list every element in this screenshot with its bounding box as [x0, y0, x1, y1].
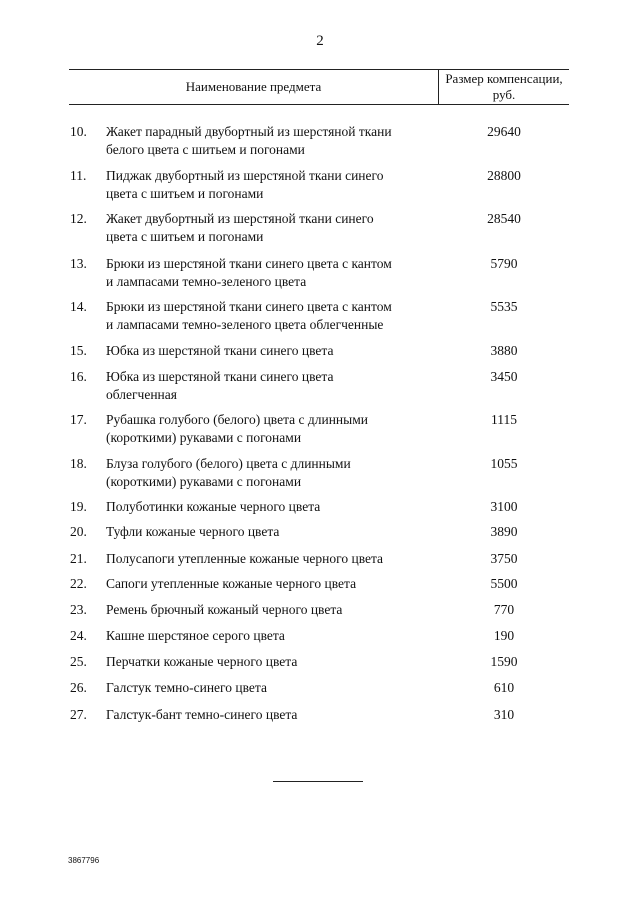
row-number: 17.: [70, 412, 87, 427]
row-amount: 5790: [490, 256, 518, 271]
row-amount: 3450: [490, 369, 518, 384]
row-number: 20.: [70, 524, 87, 539]
row-name-line: Жакет парадный двубортный из шерстяной ткани: [106, 124, 392, 139]
row-number: 12.: [70, 211, 87, 226]
row-number: 25.: [70, 654, 87, 669]
row-amount: 28800: [487, 168, 521, 183]
row-item-name: [106, 455, 436, 491]
row-item-name: [106, 342, 436, 360]
row-item-name: [106, 523, 436, 541]
row-amount: 1590: [490, 654, 518, 669]
row-name-line: Ремень брючный кожаный черного цвета: [106, 602, 343, 617]
row-number: 23.: [70, 602, 87, 617]
row-name-line: (короткими) рукавами с погонами: [106, 430, 302, 445]
row-name-line: и лампасами темно-зеленого цвета: [106, 274, 307, 289]
row-amount: 5500: [490, 576, 518, 591]
row-name-line: цвета с шитьем и погонами: [106, 229, 264, 244]
row-item-name: [106, 123, 436, 159]
header-item-name: Наименование предмета: [185, 78, 322, 94]
row-item-name: [106, 411, 436, 447]
row-name-line: Пиджак двубортный из шерстяной ткани синего: [106, 168, 384, 183]
row-number: 19.: [70, 499, 87, 514]
row-item-name: [106, 706, 436, 724]
row-amount: 3880: [490, 343, 518, 358]
row-name-line: белого цвета с шитьем и погонами: [106, 142, 305, 157]
row-amount: 190: [493, 628, 515, 643]
row-number: 13.: [70, 256, 87, 271]
row-name-line: Кашне шерстяное серого цвета: [106, 628, 285, 643]
row-name-line: Блуза голубого (белого) цвета с длинными: [106, 456, 351, 471]
row-amount: 29640: [487, 124, 521, 139]
row-name-line: (короткими) рукавами с погонами: [106, 474, 302, 489]
row-name-line: Туфли кожаные черного цвета: [106, 524, 280, 539]
closing-line: [273, 781, 363, 782]
row-name-line: облегченная: [106, 387, 177, 402]
row-name-line: Юбка из шерстяной ткани синего цвета: [106, 369, 334, 384]
row-name-line: Юбка из шерстяной ткани синего цвета: [106, 343, 334, 358]
row-item-name: [106, 167, 436, 203]
row-amount: 3750: [490, 551, 518, 566]
row-item-name: [106, 210, 436, 246]
row-name-line: и лампасами темно-зеленого цвета облегченные: [106, 317, 384, 332]
row-name-line: Брюки из шерстяной ткани синего цвета с кантом: [106, 299, 392, 314]
row-number: 10.: [70, 124, 87, 139]
page-number: 2: [316, 33, 324, 49]
row-amount: 1115: [491, 412, 517, 427]
row-number: 14.: [70, 299, 87, 314]
row-amount: 310: [493, 707, 515, 722]
row-name-line: Жакет двубортный из шерстяной ткани синего: [106, 211, 374, 226]
row-number: 26.: [70, 680, 87, 695]
row-item-name: [106, 653, 436, 671]
row-name-line: Рубашка голубого (белого) цвета с длинными: [106, 412, 368, 427]
row-number: 18.: [70, 456, 87, 471]
row-amount: 610: [493, 680, 515, 695]
row-amount: 770: [493, 602, 515, 617]
row-item-name: [106, 601, 436, 619]
row-name-line: Перчатки кожаные черного цвета: [106, 654, 298, 669]
header-compensation: Размер компенсации, руб.: [445, 70, 563, 102]
row-name-line: Полусапоги утепленные кожаные черного цвета: [106, 551, 384, 566]
row-item-name: [106, 550, 436, 568]
row-item-name: [106, 368, 436, 404]
row-name-line: Брюки из шерстяной ткани синего цвета с кантом: [106, 256, 392, 271]
row-number: 22.: [70, 576, 87, 591]
row-name-line: Сапоги утепленные кожаные черного цвета: [106, 576, 357, 591]
row-item-name: [106, 255, 436, 291]
row-amount: 1055: [490, 456, 518, 471]
row-number: 11.: [70, 168, 87, 183]
row-item-name: [106, 575, 436, 593]
row-number: 21.: [70, 551, 87, 566]
row-amount: 3890: [490, 524, 518, 539]
row-item-name: [106, 627, 436, 645]
row-number: 16.: [70, 369, 87, 384]
document-code: 3867796: [68, 856, 100, 865]
row-amount: 5535: [490, 299, 518, 314]
row-name-line: цвета с шитьем и погонами: [106, 186, 264, 201]
row-number: 15.: [70, 343, 87, 358]
row-amount: 3100: [490, 499, 518, 514]
table-header-rule: [69, 104, 569, 105]
row-name-line: Полуботинки кожаные черного цвета: [106, 499, 321, 514]
row-amount: 28540: [487, 211, 521, 226]
row-number: 27.: [70, 707, 87, 722]
row-number: 24.: [70, 628, 87, 643]
row-name-line: Галстук-бант темно-синего цвета: [106, 707, 298, 722]
row-item-name: [106, 298, 436, 334]
row-name-line: Галстук темно-синего цвета: [106, 680, 267, 695]
row-item-name: [106, 679, 436, 697]
row-item-name: [106, 498, 436, 516]
